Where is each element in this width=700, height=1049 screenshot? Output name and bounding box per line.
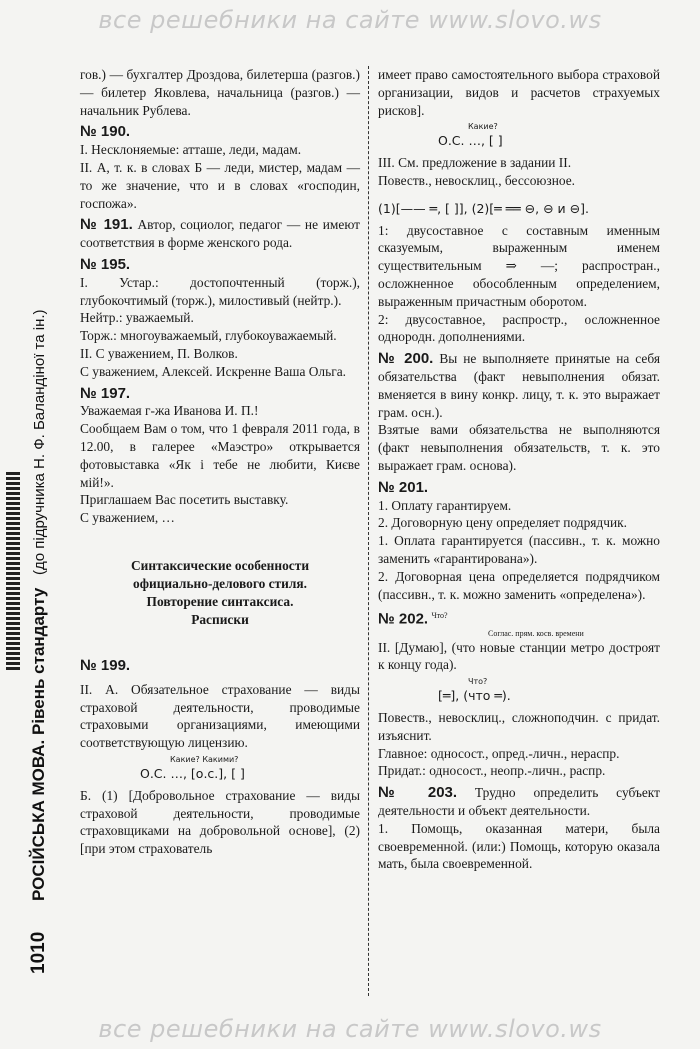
answer-text: Трудно определить субъект деятельности и объект деятельности. [378,785,660,818]
answer-text: II. [Думаю], (что новые станции метро достроят к концу года). [378,639,660,673]
section-heading: Синтаксические особенности официально-делового стиля. Повторение синтаксиса. Расписки [130,557,310,627]
answer-text: 1. Помощь, оказанная матери, была своевременной. (или:) Помощь, которую оказала мать, была своевременной. [378,820,660,872]
answer-text: Вы не выполняете принятые на себя обязательства (факт невыполнения обязат. вменяется в вину конкр. лицу, т. к. это выражает грам. осн.). [378,351,660,420]
exercise-number: № 202. [378,610,429,628]
sentence-scheme: Какие? О.С. …, [ ] [438,122,503,149]
spine-text [28,74,52,974]
letter-closing: С уважением, … [80,510,175,526]
answer-text: 1. Оплата гарантируется (пассивн., т. к. можно заменить «гарантирована»). [378,533,660,566]
paragraph-continued: имеет право самостоятельного выбора страховой организации, видов и расчетов страхуемых рисков]. [378,67,660,118]
exercise-number: № 203. [378,784,458,802]
answer-text: I. Устар.: достопочтенный (торж.), глубокочтимый (торж.), милостивый (нейтр.). [80,274,360,308]
exercise-190 [80,123,360,212]
answer-text: 2. Договорная цена определяется подрядчиком (пассивн., т. к. можно заменить «определена»). [378,568,660,602]
column-divider [368,66,369,996]
part-labels: Соглас. прям. косв. времени [488,628,584,638]
answer-text: II. А. Обязательное страхование — виды страховой деятельности, проводимые страховыми организациями, имеющими соответствующую лицензию. [80,681,360,751]
answer-text: Повеств., невосклиц., бессоюзное. [378,172,576,188]
page-number: 1010 [28,931,49,974]
spine-barcode [6,470,20,670]
right-column [378,66,660,873]
exercise-200 [378,350,660,475]
exercise-202 [378,607,660,780]
watermark-bottom: все решебники на сайте www.slovo.ws [98,1015,602,1043]
exercise-201 [378,479,660,604]
exercise-195 [80,256,360,381]
exercise-number: № 199. [80,656,131,674]
letter-invite: Приглашаем Вас посетить выставку. [80,492,289,508]
letter-body: Сообщаем Вам о том, что 1 февраля 2011 года, в 12.00, в галерее «Маэстро» открывается фотовыставка «Як і тебе не любити, Києве мій!». [80,421,360,490]
exercise-number: № 195. [80,255,131,273]
left-column [80,66,360,858]
exercise-number: № 200. [378,350,434,368]
letter-greeting: Уважаемая г-жа Иванова И. П.! [80,403,259,419]
paragraph-intro: гов.) — бухгалтер Дроздова, билетерша (разгов.) — билетер Яковлева, начальница (разгов.) — начальник Рублева. [80,67,360,118]
answer-text: 1: двусоставное с составным именным сказуемым, выраженным именем существительным ⇒ —; распростран., осложненное обособленным определением, выраженным причастным оборотом. [378,222,660,309]
book-spine [0,40,56,1009]
answer-text: I. Несклоняемые: атташе, леди, мадам. [80,142,302,158]
answer-text: Взятые вами обязательства не выполняются (факт невыполнения обязательств, т. к. это выражает грам. основа). [378,422,660,473]
answer-text: Б. (1) [Добровольное страхование — виды страховой деятельности, проводимые страховщиками на добровольной основе], (2) [при этом страхователь [80,787,360,857]
answer-text: II. С уважением, П. Волков. [80,345,238,361]
book-title: РОСІЙСЬКА МОВА. Рівень стандарту [29,587,48,901]
book-subtitle: (до підручника Н. Ф. Баландіної та ін.) [31,309,48,575]
exercise-197 [80,385,360,527]
question-label: Что? [431,611,448,621]
answer-text: С уважением, Алексей. Искренне Ваша Ольга. [80,363,347,379]
answer-text: II. А, т. к. в словах Б — леди, мистер, мадам — то же значение, что и в словах «господин, госпожа». [80,159,360,211]
sentence-scheme: (1)[—— ═, [ ]], (2)[═ ══ ⊖, ⊖ и ⊖]. [378,200,589,216]
answer-text: Придат.: односост., неопр.-личн., распр. [378,763,606,779]
sentence-scheme: Что? [═], (что ═). [438,677,511,704]
sentence-scheme: Какие? Какими? О.С. …, [о.с.], [ ] [140,754,245,781]
exercise-number: № 197. [80,384,131,402]
answer-text: III. См. предложение в задании II. [378,155,572,171]
exercise-number: № 191. [80,216,133,234]
answer-text: Повеств., невосклиц., сложноподчин. с придат. изъяснит. [378,709,660,743]
exercise-number: № 201. [378,478,429,496]
answer-text: 2: двусоставное, распростр., осложненное однородн. дополнениями. [378,311,660,345]
exercise-199 [80,657,360,858]
answer-text: Главное: односост., опред.-личн., нераспр. [378,745,620,761]
answer-text: Торж.: многоуважаемый, глубокоуважаемый. [80,328,337,344]
answer-text: 1. Оплату гарантируем. [378,497,512,513]
watermark-top: все решебники на сайте www.slovo.ws [98,6,602,34]
answer-text: 2. Договорную цену определяет подрядчик. [378,515,628,531]
exercise-203 [378,784,660,873]
exercise-191 [80,216,360,252]
exercise-number: № 190. [80,123,131,141]
answer-text: Автор, социолог, педагог — не имеют соответствия в форме женского рода. [80,217,360,251]
answer-text: Нейтр.: уважаемый. [80,310,194,326]
